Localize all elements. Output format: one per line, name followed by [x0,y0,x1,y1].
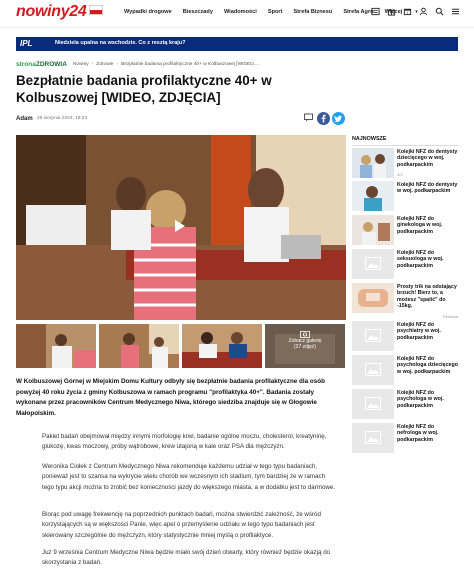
chevron-down-icon: ▾ [415,9,418,15]
calendar-icon[interactable] [403,7,412,16]
article-paragraph: Już 9 września Centrum Medyczne Niwa będzie miało swój dzień otwarty, który również będzie okazją do skorzystania z badań. [42,549,331,567]
thumbnail-illustration [182,324,262,368]
thumbnail-illustration [352,181,394,211]
breadcrumb [16,61,259,68]
sidebar-thumbnail [352,215,394,245]
sidebar-item-title: Kolejki NFZ do psychiatry w woj. podkarpackim [397,322,441,341]
section-logo[interactable] [16,61,67,68]
nav-item-strefa-biznesu[interactable]: Strefa Biznesu [293,9,333,15]
sidebar-thumbnail [352,321,394,351]
nav-item-bieszczady[interactable]: Bieszczady [182,9,213,15]
gallery-more-title: Zobacz galerię [288,338,322,344]
sidebar-item[interactable] [352,355,458,385]
sidebar-item[interactable] [352,321,458,351]
gallery-thumbnails [16,324,346,368]
thumbnail-illustration [99,324,179,368]
sidebar-item[interactable] [352,283,458,313]
sidebar-item[interactable] [352,148,458,178]
newspaper-icon[interactable] [371,7,380,16]
header-icons [371,7,460,16]
article-paragraph: Weronika Ciołek z Centrum Medycznego Niwa rekomenduje każdemu udział w tego typu badaniach, ponieważ jest to szansa na wykrycie wielu chorób we wczesnym ich stadium, tym bardziej że w ramach tego typu akcji można to zrobić bez konieczności jazdy do większego miasta, a w dodatku jest to darmowe. [42,463,336,491]
sidebar-item-title: Kolejki NFZ do psychologa w woj. podkarpackim [397,390,444,409]
nav-item-sport[interactable]: Sport [267,9,283,15]
sidebar-item-title: Kolejki NFZ do ginekologa w woj. podkarpackim [397,216,443,235]
search-icon[interactable] [435,7,444,16]
sidebar-thumbnail [352,148,394,178]
thumbnail-illustration [16,324,96,368]
facebook-icon[interactable] [317,112,330,125]
poland-flag-icon [89,5,103,15]
gallery-count: (27 zdjęć) [294,344,316,350]
article-paragraph: Biorąc pod uwagę frekwencję na poprzednich punktach badań, można stwierdzić zależność, że wśród korzystających są w większości Panie, więc apel o przemyślenie udziału w tego typu badaniach jest skierowany szczególnie do mężczyzn, który statystycznie mniej myślą o profilaktyce. [42,511,321,539]
site-header [0,0,474,28]
sidebar-item-count: 3/3 [397,172,403,177]
sidebar-item-title: Kolejki NFZ do dentysty w woj. podkarpackim [397,182,458,195]
user-icon[interactable] [419,7,428,16]
breadcrumb-item-zdrowie[interactable]: Zdrowie [96,62,114,67]
brand-name: nowiny24 [16,3,87,20]
breadcrumb-separator: › [91,62,94,67]
sidebar-item-title: Kolejki NFZ do seksuologa w woj. podkarpackim [397,250,444,269]
ad-label: Reklama [443,315,458,319]
menu-icon[interactable] [451,7,460,16]
sidebar-item[interactable] [352,215,458,245]
svg-text:1: 1 [406,10,409,15]
sidebar-thumbnail [352,181,394,211]
promo-banner[interactable] [16,37,458,51]
site-logo[interactable] [16,2,103,24]
gallery-thumbnail[interactable] [16,324,96,368]
breadcrumb-separator: › [116,62,118,67]
image-placeholder-icon [365,257,381,270]
gallery-more-label [265,338,345,350]
sidebar-item[interactable] [352,389,458,419]
nav-item-wiadomosci[interactable]: Wiadomości [223,9,257,15]
page-title: Bezpłatnie badania profilaktyczne 40+ w Kolbuszowej [WIDEO, ZDJĘCIA] [16,73,272,105]
sidebar-item-title: Kolejki NFZ do dentysty dziecięcego w woj. podkarpackim [397,149,458,168]
image-placeholder-icon [365,363,381,376]
play-icon[interactable] [174,219,186,233]
thumbnail-illustration [352,148,394,178]
sidebar-item-title: Kolejki NFZ do psychologa dziecięcego w woj. podkarpackim [397,356,458,375]
sidebar-item[interactable] [352,423,458,453]
sidebar-thumbnail [352,389,394,419]
banner-tag: IPL [20,39,33,48]
nav-item-wypadki[interactable]: Wypadki drogowe [124,9,172,15]
thumbnail-illustration [352,215,394,245]
section-logo-b: ZDROWIA [35,61,67,68]
sidebar-item[interactable] [352,249,458,279]
gallery-more-thumbnail[interactable] [265,324,345,368]
image-placeholder-icon [365,329,381,342]
sidebar-divider [352,145,458,146]
breadcrumb-item-current: Bezpłatnie badania profilaktyczne 40+ w Kolbuszowej [WIDEO,... [120,62,260,67]
nav-item-strefa-agro[interactable]: Strefa Agro [343,9,374,15]
sidebar-item-title: Kolejki NFZ do nefrologa w woj. podkarpackim [397,424,439,443]
thumbnail-illustration [352,283,394,313]
sidebar-heading: NAJNOWSZE [352,136,387,142]
gallery-thumbnail[interactable] [99,324,179,368]
twitter-icon[interactable] [332,112,345,125]
camera-icon [300,330,310,338]
sidebar-thumbnail [352,423,394,453]
sidebar-thumbnail [352,249,394,279]
gallery-thumbnail[interactable] [182,324,262,368]
sidebar-thumbnail [352,283,394,313]
nav-item-wiecej-label: Więcej [384,9,403,15]
author-name[interactable]: Adam [16,116,33,122]
image-placeholder-icon [365,397,381,410]
sidebar-thumbnail [352,355,394,385]
breadcrumb-item-nowiny[interactable]: Nowiny [72,62,89,67]
image-placeholder-icon [365,431,381,444]
sidebar-item-title: Prosty trik na odstający brzuch! Bierz to, a możesz "spalić" do -15kg. [397,284,457,310]
sidebar-item[interactable] [352,181,458,211]
article-paragraph: Pakiet badań obejmował między innymi morfologię krwi, badanie ogólne moczu, cholesterol, kreatyninę, glukozę, kwas moczowy, próby wątrobowe, krew utajoną w kale oraz PSA dla mężczyzn. [42,433,327,451]
gift-icon[interactable] [387,7,396,16]
publish-date: 26 sierpnia 2023, 18:23 [37,116,88,121]
comment-icon[interactable] [303,112,314,123]
article-lead: W Kolbuszowej Górnej w Miejskim Domu Kultury odbyły się bezpłatnie badania profilaktyczne dla osób powyżej 40 roku życia z gminy Kolbuszowa w ramach programu "profilaktyka 40+". Badania zostały wykonane przez pracowników Centrum Medycznego Niwa, którego siedziba znajduje się w Głogowie Małopolskim. [16,378,325,417]
section-logo-a: strona [16,61,36,68]
banner-text: Niedziela upalna na wschodzie. Co z resztą kraju? [55,40,186,46]
